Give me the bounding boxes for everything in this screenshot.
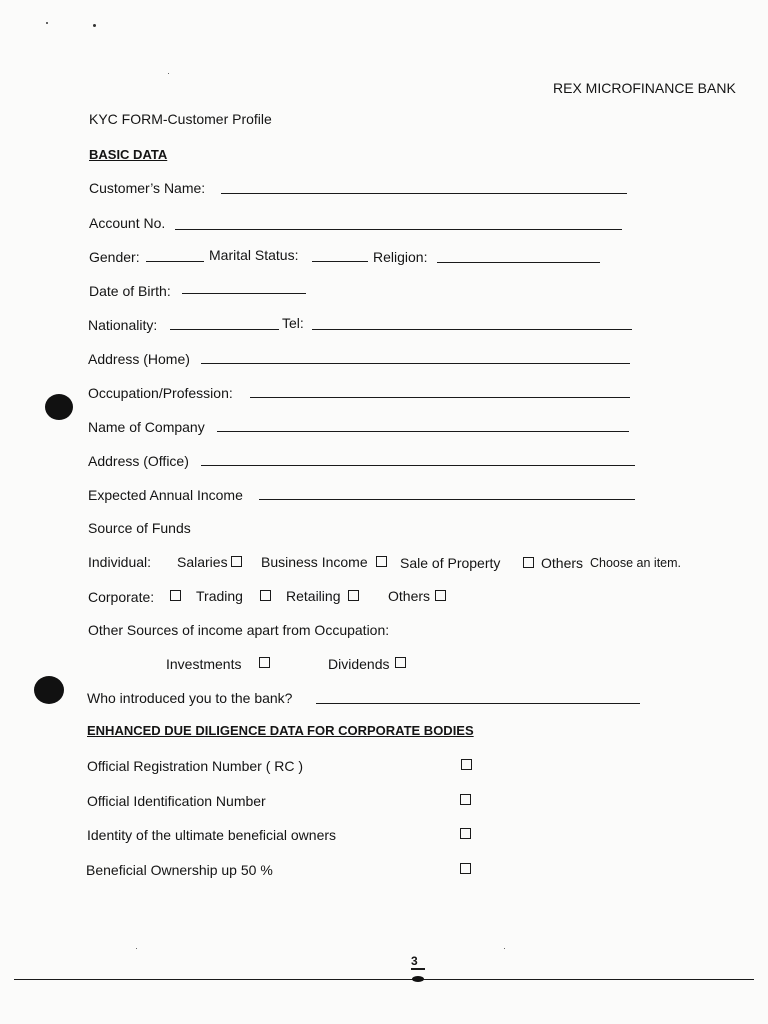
introduced-by-field[interactable] xyxy=(316,703,640,704)
scan-speck xyxy=(46,22,48,24)
marital-status-field[interactable] xyxy=(312,261,368,262)
source-of-funds-label: Source of Funds xyxy=(88,520,191,536)
scan-speck xyxy=(136,948,137,949)
bank-name: REX MICROFINANCE BANK xyxy=(553,80,736,96)
investments-label: Investments xyxy=(166,656,242,672)
enhanced-heading: ENHANCED DUE DILIGENCE DATA FOR CORPORATE BODIES xyxy=(87,723,474,738)
address-home-label: Address (Home) xyxy=(88,351,190,367)
religion-label: Religion: xyxy=(373,249,428,265)
retailing-checkbox[interactable] xyxy=(348,590,359,601)
date-of-birth-label: Date of Birth: xyxy=(89,283,171,299)
customers-name-label: Customer’s Name: xyxy=(89,180,206,196)
gender-field[interactable] xyxy=(146,261,204,262)
account-no-label: Account No. xyxy=(89,215,166,231)
punch-hole-mark xyxy=(34,676,64,704)
others-individual-checkbox[interactable] xyxy=(523,557,534,568)
name-of-company-label: Name of Company xyxy=(88,419,205,435)
nationality-field[interactable] xyxy=(170,329,279,330)
other-sources-label: Other Sources of income apart from Occupation: xyxy=(88,622,390,638)
corporate-checkbox[interactable] xyxy=(170,590,181,601)
sale-of-property-label: Sale of Property xyxy=(400,555,501,571)
others-corporate-label: Others xyxy=(388,588,431,604)
page-number: 3 xyxy=(411,954,418,968)
dividends-label: Dividends xyxy=(328,656,390,672)
religion-field[interactable] xyxy=(437,262,600,263)
expected-income-label: Expected Annual Income xyxy=(88,487,243,503)
expected-income-field[interactable] xyxy=(259,499,635,500)
identification-label: Official Identification Number xyxy=(87,793,266,809)
scan-speck xyxy=(504,948,505,949)
footer-rule xyxy=(14,979,754,980)
address-home-field[interactable] xyxy=(201,363,630,364)
beneficial-owners-checkbox[interactable] xyxy=(460,828,471,839)
investments-checkbox[interactable] xyxy=(259,657,270,668)
name-of-company-field[interactable] xyxy=(217,431,629,432)
customers-name-field[interactable] xyxy=(221,193,627,194)
date-of-birth-field[interactable] xyxy=(182,293,306,294)
dividends-checkbox[interactable] xyxy=(395,657,406,668)
beneficial-owners-label: Identity of the ultimate beneficial owners xyxy=(87,827,337,843)
choose-item-dropdown[interactable]: Choose an item. xyxy=(590,556,682,570)
introduced-by-label: Who introduced you to the bank? xyxy=(87,690,293,706)
scan-speck xyxy=(168,73,169,74)
form-title: KYC FORM-Customer Profile xyxy=(89,111,272,127)
ownership-checkbox[interactable] xyxy=(460,863,471,874)
scan-speck xyxy=(93,24,96,27)
account-no-field[interactable] xyxy=(175,229,622,230)
occupation-field[interactable] xyxy=(250,397,630,398)
rc-number-checkbox[interactable] xyxy=(461,759,472,770)
tel-field[interactable] xyxy=(312,329,632,330)
business-income-checkbox[interactable] xyxy=(376,556,387,567)
punch-hole-mark xyxy=(45,394,73,420)
address-office-label: Address (Office) xyxy=(88,453,189,469)
salaries-checkbox[interactable] xyxy=(231,556,242,567)
nationality-label: Nationality: xyxy=(88,317,158,333)
occupation-label: Occupation/Profession: xyxy=(88,385,233,401)
marital-status-label: Marital Status: xyxy=(209,247,299,263)
retailing-label: Retailing xyxy=(286,588,341,604)
ownership-label: Beneficial Ownership up 50 % xyxy=(86,862,273,878)
others-corporate-checkbox[interactable] xyxy=(435,590,446,601)
trading-checkbox[interactable] xyxy=(260,590,271,601)
page-number-underline xyxy=(411,968,425,970)
tel-label: Tel: xyxy=(282,315,304,331)
rc-number-label: Official Registration Number ( RC ) xyxy=(87,758,304,774)
others-individual-label: Others xyxy=(541,555,584,571)
basic-data-heading: BASIC DATA xyxy=(89,147,168,162)
corporate-label: Corporate: xyxy=(88,589,155,605)
address-office-field[interactable] xyxy=(201,465,635,466)
salaries-label: Salaries xyxy=(177,554,228,570)
trading-label: Trading xyxy=(196,588,243,604)
individual-label: Individual: xyxy=(88,554,152,570)
footer-mark xyxy=(412,976,424,982)
identification-checkbox[interactable] xyxy=(460,794,471,805)
business-income-label: Business Income xyxy=(261,554,368,570)
gender-label: Gender: xyxy=(89,249,140,265)
